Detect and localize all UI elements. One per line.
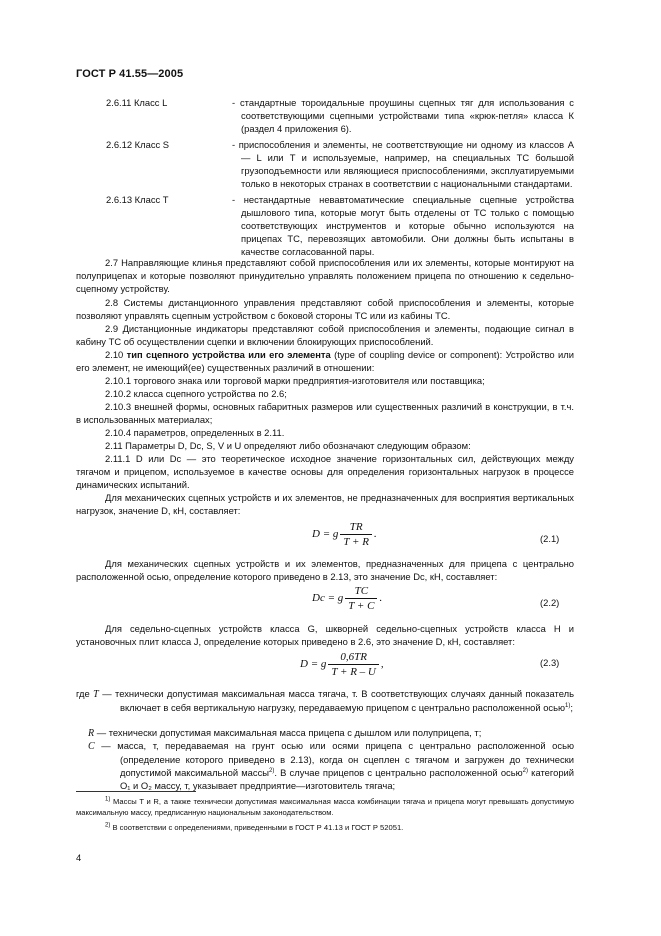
- paragraph-2-10-1: 2.10.1 торгового знака или торговой марки предприятия-изготовителя или поставщика;: [105, 375, 485, 386]
- formula-2-3-denominator: T + R – U: [331, 666, 376, 678]
- formula-2-1-numerator: TR: [340, 521, 372, 535]
- formula-2-2: [312, 585, 382, 612]
- formula-2-3-fraction: [328, 651, 379, 678]
- definition-c-text-3: категорий O₁ и O₂ массу, т, указывает предприятие—изготовитель тягача;: [120, 767, 575, 792]
- formula-2-2-numerator: TC: [345, 585, 377, 599]
- formula-2-1: [312, 521, 377, 548]
- class-l-label: 2.6.11 Класс L: [106, 97, 168, 108]
- definition-c-text-2: . В случае прицепов с центрально расположенной осью: [274, 767, 523, 779]
- footnote-2: [76, 822, 574, 833]
- formula-2-3-numerator: 0,6TR: [328, 651, 379, 665]
- definition-t: где T — технически допустимая максимальная масса тягача, т. В соответствующих случаях данный показатель включает в себя вертикальную нагрузку, передаваемую прицепом с центрально расположенной осью$^{1)}$;: [76, 688, 574, 714]
- paragraph-2-10-rest: (type of coupling device or component): Устройство или его элемент, не имеющий(ее) существенных различий в отношении:: [76, 349, 574, 374]
- footnote-ref-1: 1): [565, 702, 571, 709]
- paragraph-mech-2: Для механических сцепных устройств и их элементов, предназначенных для прицепа с центрально расположенной осью, определение которого приведено в 2.13, это значение Dс, кН, составляет:: [76, 558, 574, 583]
- symbol-r: R: [88, 728, 95, 739]
- document-header: ГОСТ Р 41.55—2005: [76, 68, 184, 80]
- paragraph-2-10-number: 2.10: [105, 349, 127, 360]
- footnote-ref-2b: 2): [522, 768, 528, 775]
- footnote-ref-2: 2): [269, 768, 275, 775]
- paragraph-2-10-2: 2.10.2 класса сцепного устройства по 2.6;: [105, 388, 287, 399]
- formula-2-1-number: (2.1): [540, 533, 560, 544]
- formula-2-1-fraction: [340, 521, 372, 548]
- footnote-1-text: Массы T и R, а также технически допустимая максимальная масса комбинации тягача и прицепа могут превышать допустимую максимальную массу, предписанную национальным законодательством.: [76, 797, 574, 817]
- class-s-label: 2.6.12 Класс S: [106, 139, 170, 150]
- paragraph-2-10-4: 2.10.4 параметров, определенных в 2.11.: [105, 427, 285, 438]
- class-t-text: - нестандартные невавтоматические специальные сцепные устройства дышлового типа, которые могут быть отделены от ТС только с помощью соответствующих инструментов и которые обычно используются на прицепах ТС, перевозящих автомобили. Они должны быть испытаны в качестве согласованной пары.: [232, 194, 574, 258]
- formula-2-2-fraction: [345, 585, 377, 612]
- formula-2-2-number: (2.2): [540, 597, 560, 608]
- paragraph-mech-3: Для седельно-сцепных устройств класса G, шкворней седельно-сцепных устройств класса H и установочных плит класса J, определение которых приведено в 2.6, это значение D, кН, составляет:: [76, 623, 574, 648]
- paragraph-2-8: 2.8 Системы дистанционного управления представляют собой приспособления и элементы, которые позволяют управлять сцепным устройством с боковой стороны ТС или из кабины ТС.: [76, 297, 574, 322]
- symbol-t: T: [93, 689, 99, 700]
- footnote-1-mark: 1): [105, 796, 111, 803]
- definition-c-text: — масса, т, передаваемая на грунт осью или осями прицепа с центрально расположенной осью (определение которого приведено в 2.13), когда он сцеплен с тягачом и загружен до технически допустимой максимальной массы: [94, 740, 574, 779]
- page-number: 4: [76, 852, 82, 863]
- paragraph-2-9: 2.9 Дистанционные индикаторы представляют собой приспособления и элементы, подающие сигнал в кабину ТС об осуществлении сцепки и включении блокирующих приспособлений.: [76, 323, 574, 348]
- paragraph-2-11-1: 2.11.1 D или Dс — это теоретическое исходное значение горизонтальных сил, действующих между тягачом и прицепом, используемое в качестве основы для определения горизонтальных нагрузок в процессе динамических испытаний.: [76, 453, 574, 491]
- class-l-text: - стандартные тороидальные проушины сцепных тяг для использования с соответствующими сцепными устройствами типа «крюк-петля» класса К (раздел 4 приложения 6).: [232, 97, 574, 135]
- formula-2-3-lhs: D = g: [300, 658, 327, 671]
- definition-t-text: — технически допустимая максимальная масса тягача, т. В соответствующих случаях данный показатель включает в себя вертикальную нагрузку, передаваемую прицепом с центрально расположенной осью: [98, 688, 574, 714]
- footnote-2-mark: 2): [105, 822, 111, 829]
- paragraph-2-10: [76, 348, 574, 374]
- formula-2-2-tail: .: [379, 592, 383, 605]
- formula-2-3: [300, 651, 384, 678]
- formula-2-1-tail: .: [373, 528, 377, 541]
- paragraph-mech-1: Для механических сцепных устройств и их элементов, не предназначенных для восприятия вертикальных нагрузок, значение D, кН, составляет:: [76, 492, 574, 517]
- term-coupling-type: тип сцепного устройства или его элемента: [126, 349, 331, 360]
- formula-2-3-number: (2.3): [540, 657, 560, 668]
- paragraph-2-7: 2.7 Направляющие клинья представляют собой приспособления или их элементы, которые монтируют на полуприцепах и которые позволяют принудительно управлять положением прицепа по отношению к седельно-сцепному устройству.: [76, 257, 574, 295]
- paragraph-2-10-3: 2.10.3 внешней формы, основных габаритных размеров или существенных различий в конструкции, в т.ч. в использованных материалах;: [76, 401, 574, 426]
- class-t-label: 2.6.13 Класс Т: [106, 194, 169, 205]
- definition-c: [88, 739, 574, 792]
- definition-r: [88, 726, 574, 740]
- class-s-text: - приспособления и элементы, не соответствующие ни одному из классов А — L или Т и используемые, например, на специальных ТС большой грузоподъемности или являющиеся приспособлениями, эксплуатируемыми только в некоторых странах в соответствии с национальными стандартами.: [232, 139, 574, 190]
- symbol-c: C: [88, 741, 95, 752]
- formula-2-1-denominator: T + R: [343, 536, 369, 548]
- formula-2-2-denominator: T + C: [348, 600, 375, 612]
- definition-r-text: — технически допустимая максимальная масса прицепа с дышлом или полуприцепа, т;: [94, 727, 482, 738]
- formula-2-3-tail: ,: [380, 658, 384, 671]
- formula-2-2-lhs: Dc = g: [312, 592, 344, 605]
- paragraph-2-11: 2.11 Параметры D, Dс, S, V и U определяют либо обозначают следующим образом:: [105, 440, 471, 451]
- footnote-1: [76, 796, 574, 818]
- formula-2-1-lhs: D = g: [312, 528, 339, 541]
- footnote-divider: [76, 791, 196, 792]
- footnote-2-text: В соответствии с определениями, приведенными в ГОСТ Р 41.13 и ГОСТ Р 52051.: [112, 823, 404, 832]
